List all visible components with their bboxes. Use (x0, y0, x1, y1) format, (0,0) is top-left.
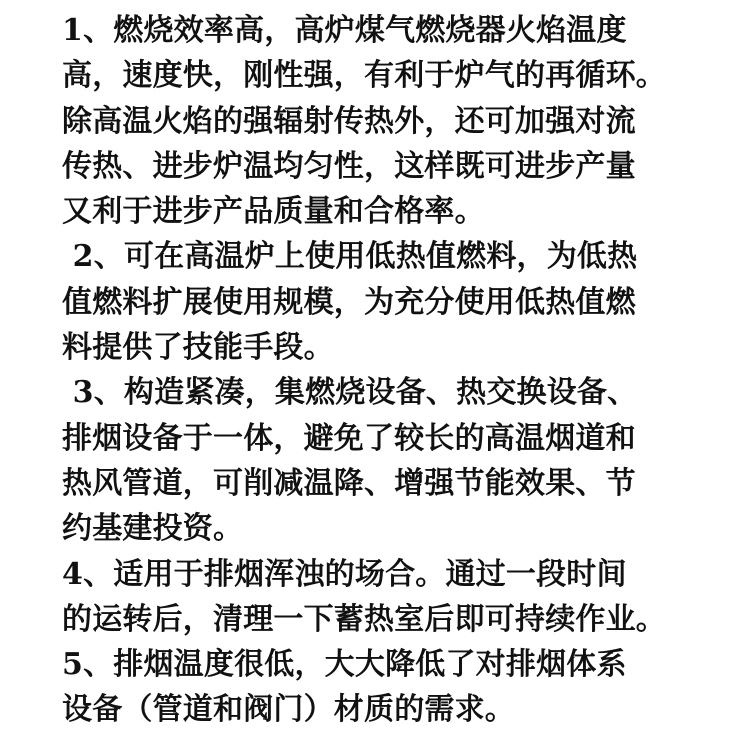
text-line: 设备（管道和阀门）材质的需求。 (62, 692, 515, 728)
text-line: 高，速度快，刚性强，有利于炉气的再循环。 (62, 58, 666, 94)
text-line: 又利于进步产品质量和合格率。 (62, 194, 485, 230)
text-line: 值燃料扩展使用规模，为充分使用低热值燃 (62, 284, 636, 320)
text-line: 3、构造紧凑，集燃烧设备、热交换设备、 (62, 375, 638, 411)
text-line: 除高温火焰的强辐射传热外，还可加强对流 (62, 103, 636, 139)
text-line: 5、排烟温度很低，大大降低了对排烟体系 (62, 647, 627, 683)
text-line: 热风管道，可削减温降、增强节能效果、节 (62, 465, 636, 501)
text-line: 料提供了技能手段。 (62, 330, 334, 366)
text-line: 排烟设备于一体，避免了较长的高温烟道和 (62, 420, 636, 456)
text-line: 约基建投资。 (62, 511, 244, 547)
text-line: 传热、进步炉温均匀性，这样既可进步产量 (62, 148, 636, 184)
text-line: 4、适用于排烟浑浊的场合。通过一段时间 (62, 556, 627, 592)
document-body (62, 8, 746, 733)
text-line: 2、可在高温炉上使用低热值燃料，为低热 (62, 239, 638, 275)
text-line: 1、燃烧效率高，高炉煤气燃烧器火焰温度 (62, 13, 627, 48)
text-line: 的运转后，清理一下蓄热室后即可持续作业。 (62, 601, 666, 637)
